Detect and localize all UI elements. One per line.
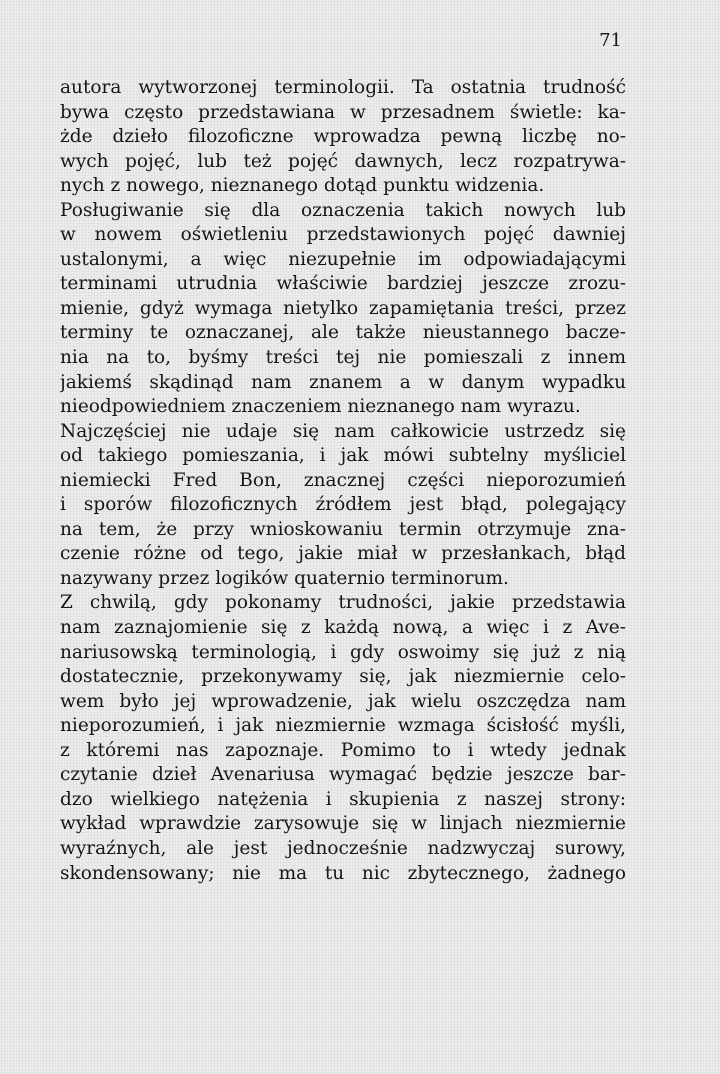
text-line: autora wytworzonej terminologii. Ta ostatnia trudność <box>60 77 626 98</box>
text-line: skondensowany; nie ma tu nic zbytecznego, żadnego <box>60 862 626 884</box>
text-line: nam zaznajomienie się z każdą nową, a więc i z Ave- <box>60 617 626 639</box>
body-text <box>60 76 626 886</box>
text-line: nieodpowiedniem znaczeniem nieznanego nam wyrazu. <box>60 396 581 418</box>
text-line: i sporów filozoficznych źródłem jest błąd, polegający <box>60 494 626 516</box>
text-line: nia na to, byśmy treści tej nie pomieszali z innem <box>60 347 626 369</box>
text-line: Najczęściej nie udaje się nam całkowicie ustrzedz się <box>60 420 626 442</box>
text-line: czenie różne od tego, jakie miał w przesłankach, błąd <box>60 543 626 565</box>
text-line: na tem, że przy wnioskowaniu termin otrzymuje zna- <box>60 518 626 540</box>
text-line: w nowem oświetleniu przedstawionych pojęć dawniej <box>60 224 626 246</box>
text-line: ustalonymi, a więc niezupełnie im odpowiadającymi <box>60 248 626 270</box>
text-line: z któremi nas zapoznaje. Pomimo to i wtedy jednak <box>60 739 626 761</box>
page-number: 71 <box>599 30 622 51</box>
text-line: terminy te oznaczanej, ale także nieustannego bacze- <box>60 322 626 344</box>
text-line: terminami utrudnia właściwie bardziej jeszcze zrozu- <box>60 273 626 295</box>
text-line: Z chwilą, gdy pokonamy trudności, jakie przedstawia <box>60 592 626 614</box>
text-line: wykład wprawdzie zarysowuje się w linjach niezmiernie <box>60 813 626 835</box>
text-line: wych pojęć, lub też pojęć dawnych, lecz rozpatrywa- <box>60 150 626 172</box>
text-line: żde dzieło filozoficzne wprowadza pewną liczbę no- <box>60 126 626 148</box>
text-line: czytanie dzieł Avenariusa wymagać będzie jeszcze bar- <box>60 764 626 786</box>
text-line: bywa często przedstawiana w przesadnem świetle: ka- <box>60 101 626 123</box>
text-line: dostatecznie, przekonywamy się, jak niezmiernie celo- <box>60 666 626 688</box>
text-line: nazywany przez logików quaternio terminorum. <box>60 567 509 589</box>
text-line: Posługiwanie się dla oznaczenia takich nowych lub <box>60 199 626 221</box>
text-line: niemiecki Fred Bon, znacznej części nieporozumień <box>60 469 626 491</box>
text-line: wyraźnych, ale jest jednocześnie nadzwyczaj surowy, <box>60 837 626 859</box>
text-line: mienie, gdyż wymaga nietylko zapamiętania treści, przez <box>60 297 626 319</box>
text-line: nariusowską terminologią, i gdy oswoimy się już z nią <box>60 641 626 663</box>
text-line: jakiemś skądinąd nam znanem a w danym wypadku <box>60 371 626 393</box>
text-line: nieporozumień, i jak niezmiernie wzmaga ścisłość myśli, <box>60 715 626 737</box>
text-line: wem było jej wprowadzenie, jak wielu oszczędza nam <box>60 690 626 712</box>
text-line: nych z nowego, nieznanego dotąd punktu widzenia. <box>60 175 545 197</box>
text-line: od takiego pomieszania, i jak mówi subtelny myśliciel <box>60 445 626 467</box>
text-line: dzo wielkiego natężenia i skupienia z naszej strony: <box>60 788 626 810</box>
